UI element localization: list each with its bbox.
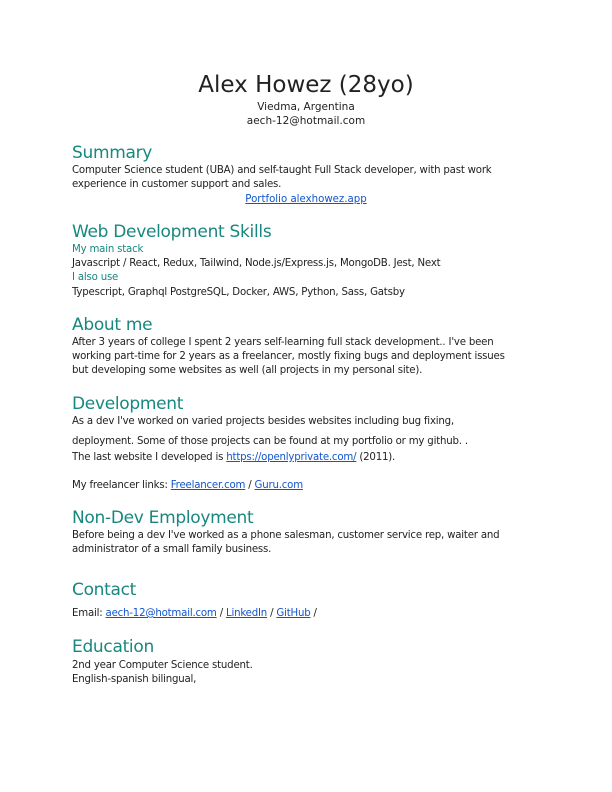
location: Viedma, Argentina (257, 101, 355, 113)
openlyprivate-link[interactable]: https://openlyprivate.com/ (226, 452, 357, 463)
portfolio-link[interactable]: Portfolio alexhowez.app (245, 194, 367, 205)
name-title: Alex Howez (28yo) (198, 72, 414, 98)
email-link[interactable]: aech-12@hotmail.com (105, 608, 217, 619)
freelancer-link[interactable]: Freelancer.com (170, 480, 246, 491)
summary-text: experience in customer support and sales. (72, 179, 282, 190)
nondev-heading: Non-Dev Employment (72, 508, 254, 528)
contact-heading: Contact (72, 580, 137, 600)
nondev-text: Before being a dev I've worked as a phone salesman, customer service rep, waiter and (72, 530, 500, 541)
about-heading: About me (72, 315, 153, 335)
development-text: deployment. Some of those projects can be found at my portfolio or my github. . (72, 436, 468, 447)
education-text: English-spanish bilingual, (72, 674, 197, 685)
about-text: After 3 years of college I spent 2 years self-learning full stack development.. I've been (72, 337, 494, 348)
also-use: Typescript, Graphql PostgreSQL, Docker, AWS, Python, Sass, Gatsby (72, 287, 405, 298)
also-use-label: I also use (72, 272, 119, 283)
skills-heading: Web Development Skills (72, 222, 272, 242)
freelancer-links-line: My freelancer links: Freelancer.com / Guru.com (72, 480, 303, 491)
nondev-text: administrator of a small family business. (72, 544, 272, 555)
github-link[interactable]: GitHub (276, 608, 311, 619)
development-text: As a dev I've worked on varied projects besides websites including bug fixing, (72, 416, 454, 427)
contact-line: Email: aech-12@hotmail.com / LinkedIn / GitHub / (72, 608, 317, 619)
header-email: aech-12@hotmail.com (246, 115, 366, 127)
about-text: but developing some websites as well (all projects in my personal site). (72, 365, 423, 376)
summary-heading: Summary (72, 143, 153, 163)
education-heading: Education (72, 637, 154, 657)
development-heading: Development (72, 394, 184, 414)
linkedin-link[interactable]: LinkedIn (225, 608, 268, 619)
summary-text: Computer Science student (UBA) and self-taught Full Stack developer, with past work (72, 165, 492, 176)
guru-link[interactable]: Guru.com (254, 480, 303, 491)
education-text: 2nd year Computer Science student. (72, 660, 253, 671)
main-stack-label: My main stack (72, 244, 144, 255)
main-stack: Javascript / React, Redux, Tailwind, Node.js/Express.js, MongoDB. Jest, Next (72, 258, 441, 269)
last-website-line: The last website I developed is https://openlyprivate.com/ (2011). (72, 452, 396, 463)
about-text: working part-time for 2 years as a freelancer, mostly fixing bugs and deployment issues (72, 351, 505, 362)
